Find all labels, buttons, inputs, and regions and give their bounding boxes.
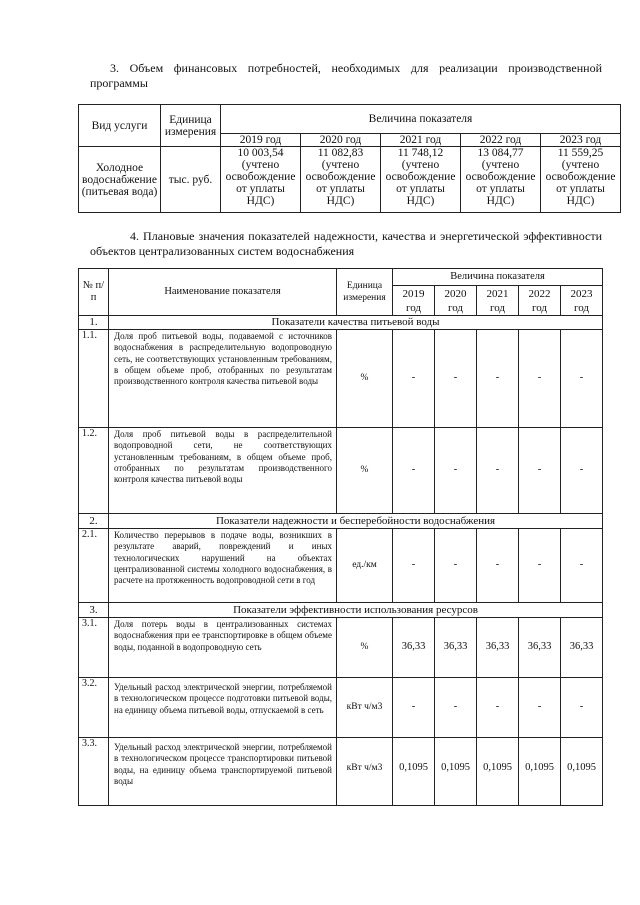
note: (учтено освобождение от уплаты НДС) xyxy=(225,159,296,207)
year-header: 2023 год xyxy=(541,134,621,147)
indicators-table xyxy=(78,268,603,806)
note: (учтено освобождение от уплаты НДС) xyxy=(305,159,376,207)
section-num: 2. xyxy=(79,514,109,529)
row-num: 1.1. xyxy=(79,330,109,428)
row-num: 3.3. xyxy=(79,738,109,806)
table-row xyxy=(79,428,603,514)
row-num: 1.2. xyxy=(79,428,109,514)
header-value: Величина показателя xyxy=(221,105,621,134)
row-name: Удельный расход электрической энергии, потребляемой в технологическом процессе подготовки питьевой воды, на единицу объема питьевой воды, отпускаемой в сеть xyxy=(109,678,337,738)
row-value: - xyxy=(393,678,435,738)
row-name: Количество перерывов в подаче воды, возникших в результате аварий, повреждений и иных технологических нарушений на объектах централизованной системы холодного водоснабжения, в расчете на протяженность водопроводной сети в год xyxy=(109,529,337,603)
row-value: - xyxy=(435,330,477,428)
row-name: Доля потерь воды в централизованных системах водоснабжения при ее транспортировке в общем объеме воды, поданной в водопроводную сеть xyxy=(109,618,337,678)
section-4-heading: 4. Плановые значения показателей надежности, качества и энергетической эффективности объектов централизованных систем водоснабжения xyxy=(90,229,602,258)
row-value: 36,33 xyxy=(393,618,435,678)
row-num: 3.1. xyxy=(79,618,109,678)
table-row xyxy=(79,678,603,738)
row-value: 0,1095 xyxy=(561,738,603,806)
value-cell xyxy=(221,147,301,213)
table-row xyxy=(79,330,603,428)
service-cell: Холодное водоснабжение (питьевая вода) xyxy=(79,147,161,213)
row-value: - xyxy=(561,529,603,603)
year-header xyxy=(477,286,519,316)
row-num: 3.2. xyxy=(79,678,109,738)
section-title: Показатели надежности и бесперебойности водоснабжения xyxy=(109,514,603,529)
unit-cell: тыс. руб. xyxy=(161,147,221,213)
table-row xyxy=(79,738,603,806)
row-value: - xyxy=(435,428,477,514)
row-value: - xyxy=(477,678,519,738)
row-value: - xyxy=(477,529,519,603)
row-unit: кВт ч/м3 xyxy=(337,678,393,738)
row-value: - xyxy=(393,428,435,514)
row-value: - xyxy=(561,678,603,738)
amount: 11 748,12 xyxy=(397,147,444,159)
header-num: № п/п xyxy=(79,269,109,316)
row-value: - xyxy=(519,678,561,738)
row-unit: % xyxy=(337,428,393,514)
year-header xyxy=(393,286,435,316)
row-value: - xyxy=(561,428,603,514)
row-value: - xyxy=(519,529,561,603)
note: (учтено освобождение от уплаты НДС) xyxy=(545,159,616,207)
header-service: Вид услуги xyxy=(79,105,161,147)
row-unit: % xyxy=(337,618,393,678)
row-unit: % xyxy=(337,330,393,428)
section-num: 1. xyxy=(79,316,109,330)
row-value: - xyxy=(477,330,519,428)
year: 2022 xyxy=(528,287,551,300)
amount: 13 084,77 xyxy=(477,147,524,159)
year: 2020 xyxy=(444,287,467,300)
row-value: 36,33 xyxy=(435,618,477,678)
row-value: - xyxy=(435,678,477,738)
row-unit: кВт ч/м3 xyxy=(337,738,393,806)
row-value: - xyxy=(435,529,477,603)
row-value: 36,33 xyxy=(477,618,519,678)
header-name: Наименование показателя xyxy=(109,269,337,316)
year-header xyxy=(561,286,603,316)
amount: 11 082,83 xyxy=(317,147,364,159)
note: (учтено освобождение от уплаты НДС) xyxy=(385,159,456,207)
value-cell xyxy=(301,147,381,213)
year-suffix: год xyxy=(531,301,548,314)
row-value: - xyxy=(519,428,561,514)
year-header xyxy=(435,286,477,316)
row-value: 0,1095 xyxy=(435,738,477,806)
row-unit: ед./км xyxy=(337,529,393,603)
row-value: - xyxy=(393,529,435,603)
header-unit: Единица измерения xyxy=(161,105,221,147)
amount: 10 003,54 xyxy=(237,147,284,159)
year-header: 2021 год xyxy=(381,134,461,147)
row-value: 0,1095 xyxy=(519,738,561,806)
amount: 11 559,25 xyxy=(557,147,604,159)
section-title: Показатели эффективности использования ресурсов xyxy=(109,603,603,618)
year-header: 2020 год xyxy=(301,134,381,147)
value-cell xyxy=(461,147,541,213)
row-value: - xyxy=(477,428,519,514)
row-value: 36,33 xyxy=(561,618,603,678)
row-name: Доля проб питьевой воды в распределительной водопроводной сети, не соответствующих установленным требованиям, в общем объеме проб, отобранных по результатам производственного контроля качества питьевой воды xyxy=(109,428,337,514)
year-header: 2019 год xyxy=(221,134,301,147)
value-cell xyxy=(381,147,461,213)
year: 2021 xyxy=(486,287,509,300)
row-name: Доля проб питьевой воды, подаваемой с источников водоснабжения в распределительную водопроводную сеть, не соответствующих установленным требованиям, в общем объеме проб, отобранных по результатам производственного контроля качества питьевой воды xyxy=(109,330,337,428)
year-header xyxy=(519,286,561,316)
section-3-heading: 3. Объем финансовых потребностей, необходимых для реализации производственной программы xyxy=(90,61,602,90)
year-suffix: год xyxy=(447,301,464,314)
row-value: - xyxy=(561,330,603,428)
value-cell xyxy=(541,147,621,213)
year-suffix: год xyxy=(574,301,590,314)
row-value: - xyxy=(519,330,561,428)
row-name: Удельный расход электрической энергии, потребляемой в технологическом процессе транспортировки питьевой воды, на единицу объема транспортируемой питьевой воды xyxy=(109,738,337,806)
row-num: 2.1. xyxy=(79,529,109,603)
year-suffix: год xyxy=(489,301,506,314)
note: (учтено освобождение от уплаты НДС) xyxy=(465,159,536,207)
year: 2019 xyxy=(402,287,425,300)
row-value: - xyxy=(393,330,435,428)
table-row xyxy=(79,529,603,603)
header-value: Величина показателя xyxy=(393,269,603,286)
header-unit: Единица измерения xyxy=(337,269,393,316)
table-row xyxy=(79,618,603,678)
row-value: 0,1095 xyxy=(477,738,519,806)
row-value: 36,33 xyxy=(519,618,561,678)
year: 2023 xyxy=(570,287,593,300)
financial-needs-table xyxy=(78,104,621,213)
year-header: 2022 год xyxy=(461,134,541,147)
section-num: 3. xyxy=(79,603,109,618)
year-suffix: год xyxy=(405,301,422,314)
row-value: 0,1095 xyxy=(393,738,435,806)
section-title: Показатели качества питьевой воды xyxy=(109,316,603,330)
